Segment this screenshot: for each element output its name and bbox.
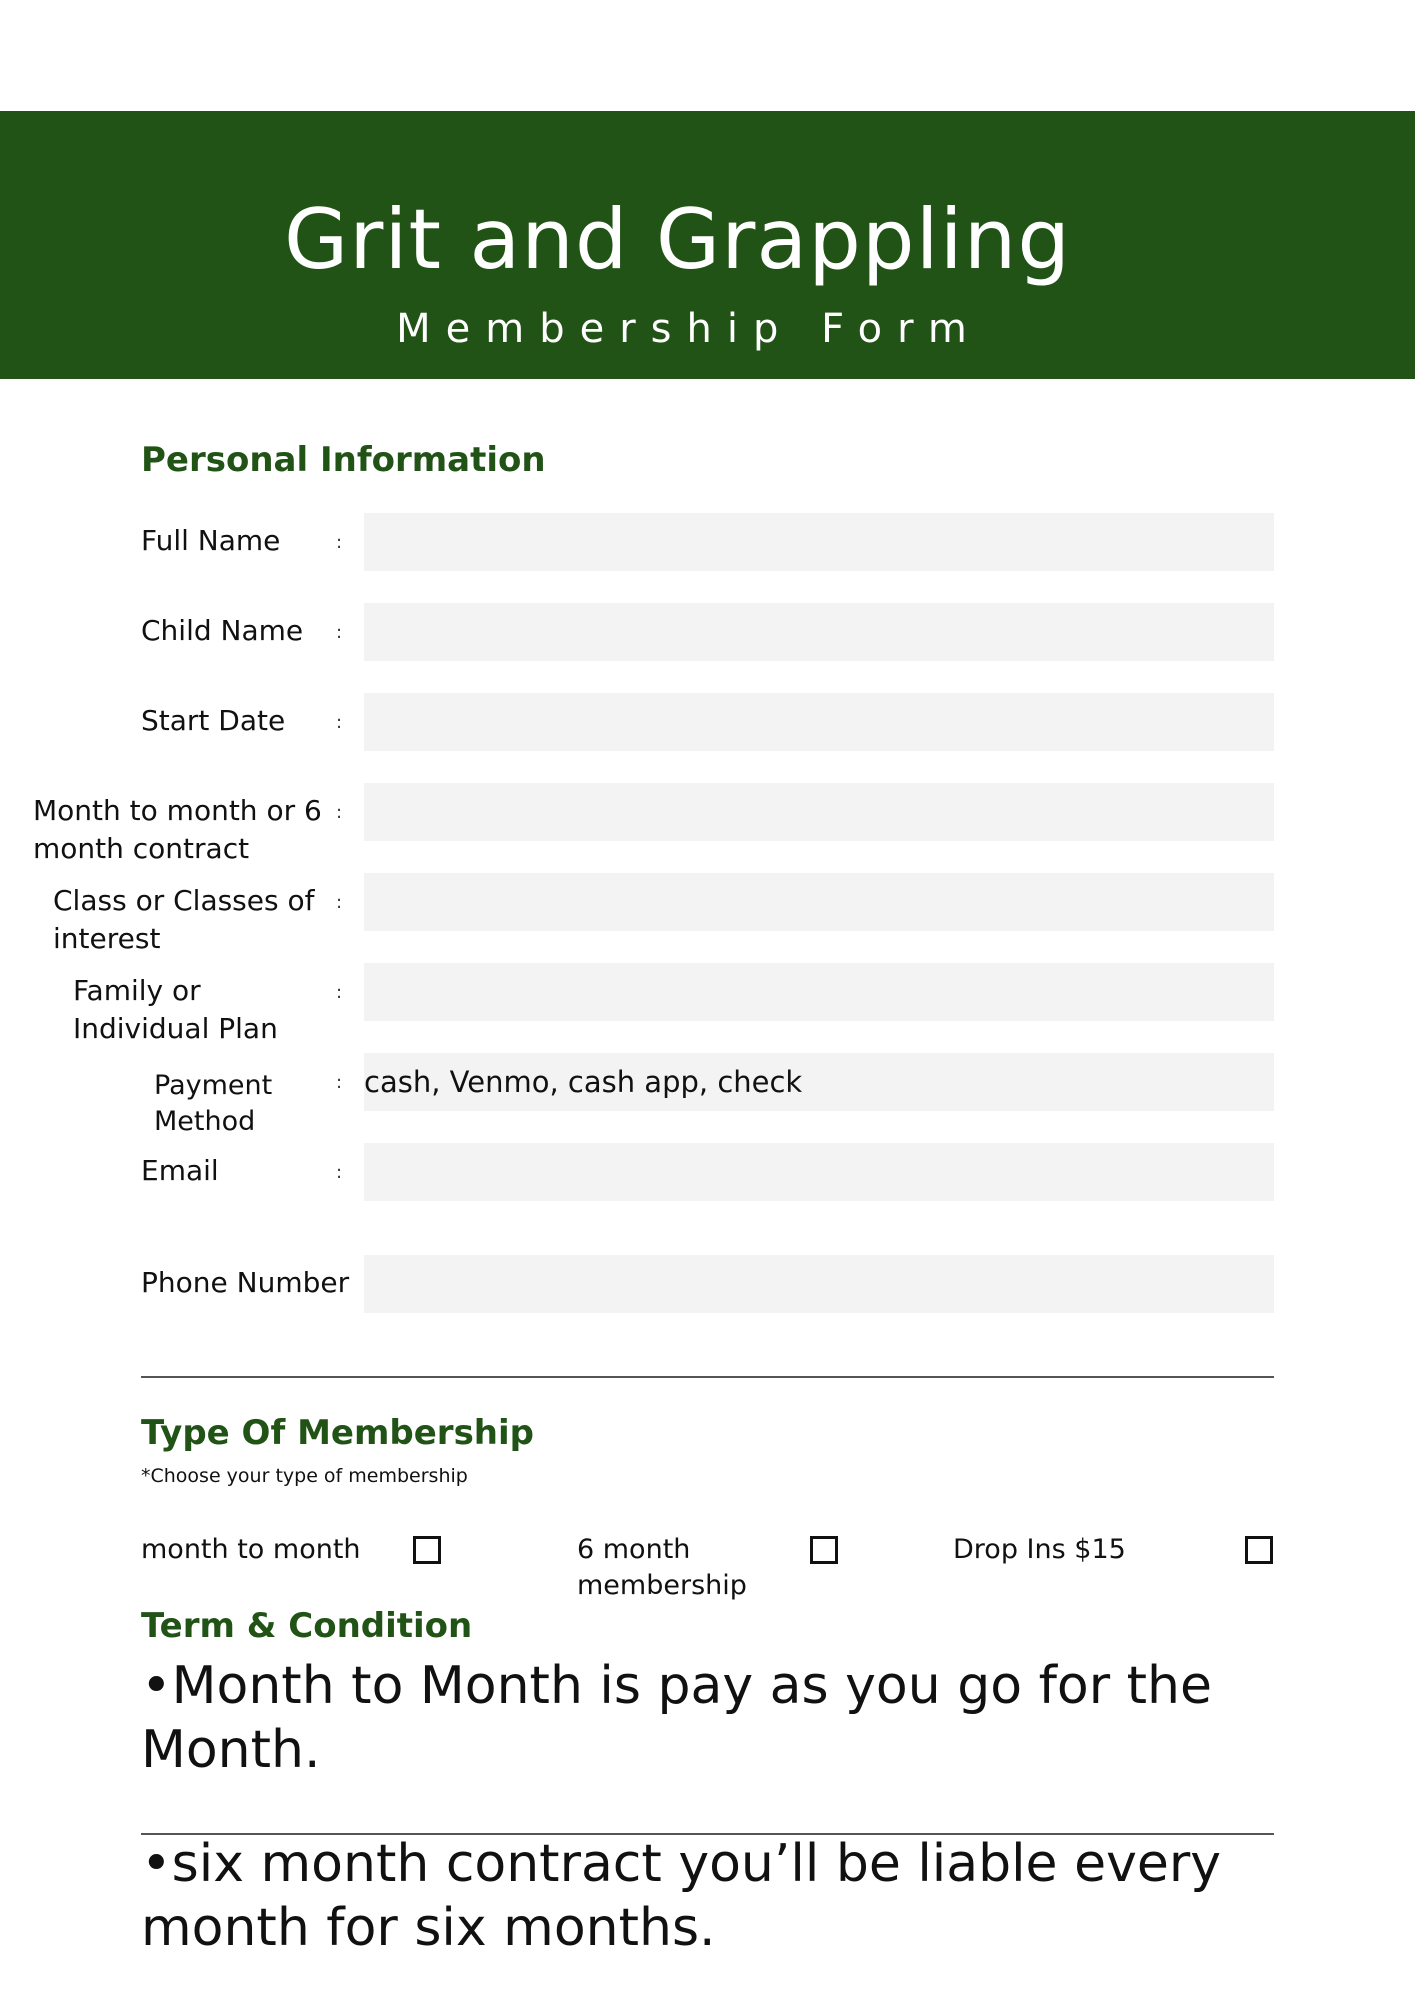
phone-number-input[interactable] bbox=[364, 1255, 1274, 1313]
email-input[interactable] bbox=[364, 1143, 1274, 1201]
email-colon: : bbox=[336, 1162, 343, 1183]
option-drop-ins-checkbox[interactable] bbox=[1245, 1536, 1273, 1564]
payment-method-label: Payment Method bbox=[154, 1070, 273, 1137]
form-title: Grit and Grappling bbox=[283, 191, 1072, 288]
full-name-input[interactable] bbox=[364, 513, 1274, 571]
classes-interest-input[interactable] bbox=[364, 873, 1274, 931]
child-name-input[interactable] bbox=[364, 603, 1274, 661]
terms-item-1: •Month to Month is pay as you go for the Month. bbox=[141, 1656, 1212, 1780]
terms-item-2: •six month contract you’ll be liable every month for six months. bbox=[141, 1834, 1221, 1958]
full-name-label: Full Name bbox=[141, 524, 281, 557]
classes-interest-colon: : bbox=[336, 892, 343, 913]
child-name-label: Child Name bbox=[141, 614, 304, 647]
membership-note: *Choose your type of membership bbox=[141, 1465, 468, 1487]
option-drop-ins-label: Drop Ins $15 bbox=[953, 1534, 1126, 1565]
option-six-month-checkbox[interactable] bbox=[810, 1536, 838, 1564]
start-date-label: Start Date bbox=[141, 704, 286, 737]
contract-type-input[interactable] bbox=[364, 783, 1274, 841]
phone-number-label: Phone Number bbox=[141, 1266, 350, 1299]
form-subtitle: Membership Form bbox=[396, 306, 982, 352]
classes-interest-label: Class or Classes of interest bbox=[53, 884, 315, 955]
plan-type-label: Family or Individual Plan bbox=[73, 974, 278, 1045]
start-date-input[interactable] bbox=[364, 693, 1274, 751]
plan-type-colon: : bbox=[336, 982, 343, 1003]
child-name-colon: : bbox=[336, 622, 343, 643]
membership-heading: Type Of Membership bbox=[141, 1413, 535, 1453]
section-divider bbox=[141, 1376, 1274, 1378]
plan-type-input[interactable] bbox=[364, 963, 1274, 1021]
option-month-to-month-label: month to month bbox=[141, 1534, 361, 1565]
full-name-colon: : bbox=[336, 532, 343, 553]
contract-type-label: Month to month or 6 month contract bbox=[33, 794, 322, 865]
start-date-colon: : bbox=[336, 712, 343, 733]
contract-type-colon: : bbox=[336, 802, 343, 823]
email-label: Email bbox=[141, 1154, 219, 1187]
personal-info-heading: Personal Information bbox=[141, 440, 546, 480]
payment-method-colon: : bbox=[336, 1072, 343, 1093]
option-six-month-label: 6 month membership bbox=[577, 1534, 747, 1601]
terms-heading: Term & Condition bbox=[141, 1606, 473, 1646]
payment-method-input[interactable]: cash, Venmo, cash app, check bbox=[364, 1053, 1274, 1111]
option-month-to-month-checkbox[interactable] bbox=[413, 1536, 441, 1564]
